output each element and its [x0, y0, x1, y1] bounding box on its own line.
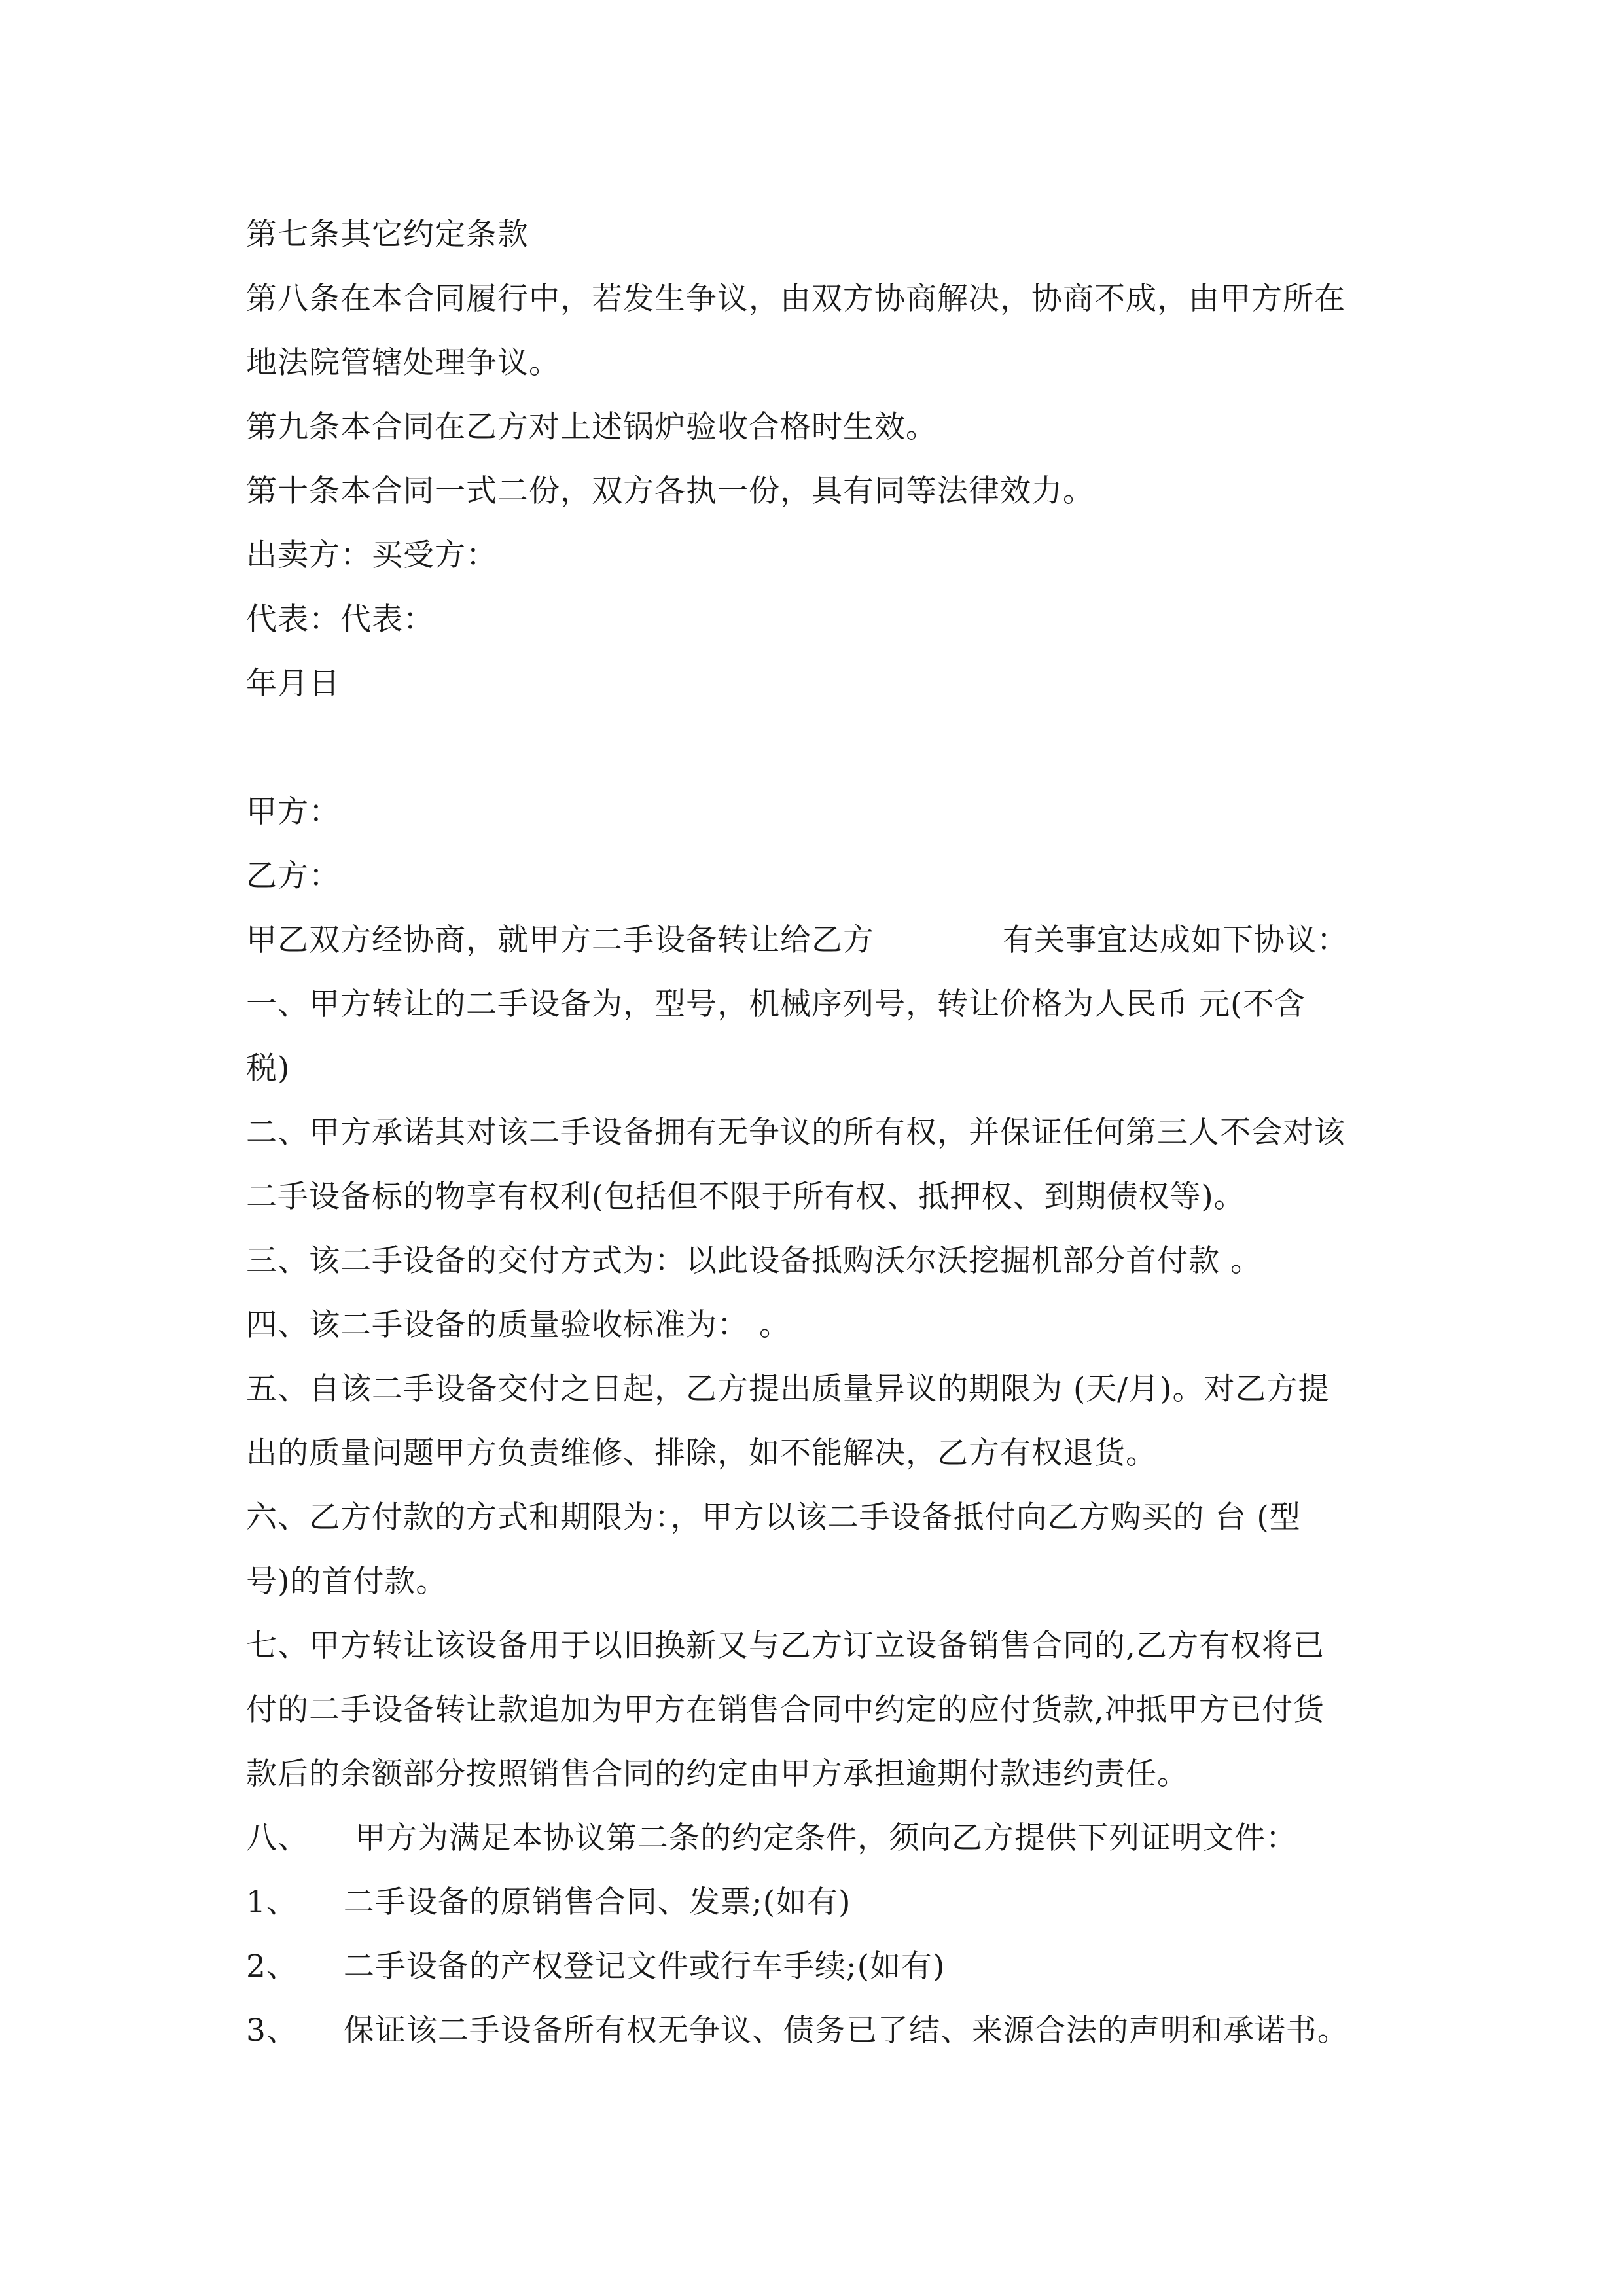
- clause-2-line-2: 二手设备标的物享有权利(包括但不限于所有权、抵押权、到期债权等)。: [246, 1179, 1245, 1215]
- signature-parties: 出卖方：买受方：: [246, 537, 497, 573]
- clause-7-line-2: 付的二手设备转让款追加为甲方在销售合同中约定的应付货款,冲抵甲方已付货: [246, 1692, 1325, 1728]
- clause-7-line-1: 七、甲方转让该设备用于以旧换新又与乙方订立设备销售合同的,乙方有权将已: [246, 1628, 1325, 1664]
- document-item-3-number: 3、: [246, 2013, 298, 2049]
- agreement-intro: [246, 908, 1385, 973]
- document-item-2-text: 二手设备的产权登记文件或行车手续;(如有): [343, 1948, 946, 1984]
- document-item-3-text: 保证该二手设备所有权无争议、债务已了结、来源合法的声明和承诺书。: [343, 2013, 1349, 2049]
- document-item-1: [246, 1871, 1385, 1935]
- clause-3: 三、该二手设备的交付方式为：以此设备抵购沃尔沃挖掘机部分首付款 。: [246, 1243, 1262, 1279]
- signature-representatives: 代表：代表：: [246, 601, 435, 637]
- clause-4: 四、该二手设备的质量验收标准为： 。: [246, 1307, 791, 1343]
- clause-8-text: 甲方为满足本协议第二条的约定条件，须向乙方提供下列证明文件：: [355, 1820, 1297, 1856]
- signature-date: 年月日: [246, 666, 340, 702]
- document-item-3: [246, 1999, 1385, 2063]
- document-item-2-number: 2、: [246, 1948, 298, 1984]
- document-item-2: [246, 1935, 1385, 1999]
- clause-6-line-2: 号)的首付款。: [246, 1564, 448, 1600]
- clause-8-number: 八、: [246, 1820, 309, 1856]
- article-9: 第九条本合同在乙方对上述锅炉验收合格时生效。: [246, 409, 937, 445]
- clause-1-line-1: 一、甲方转让的二手设备为，型号，机械序列号，转让价格为人民币 元(不含: [246, 986, 1306, 1022]
- article-8-line-1: 第八条在本合同履行中，若发生争议，由双方协商解决，协商不成，由甲方所在: [246, 281, 1346, 317]
- document-body: [246, 203, 1385, 2063]
- article-10: 第十条本合同一式二份，双方各执一份，具有同等法律效力。: [246, 473, 1094, 509]
- section-gap: [246, 716, 1385, 780]
- clause-2-line-1: 二、甲方承诺其对该二手设备拥有无争议的所有权，并保证任何第三人不会对该: [246, 1115, 1346, 1151]
- clause-5-line-1: 五、自该二手设备交付之日起，乙方提出质量异议的期限为 (天/月)。对乙方提: [246, 1371, 1330, 1407]
- clause-8: [246, 1806, 1385, 1871]
- article-8-line-2: 地法院管辖处理争议。: [246, 345, 560, 381]
- document-item-1-number: 1、: [246, 1884, 298, 1920]
- document-item-1-text: 二手设备的原销售合同、发票;(如有): [343, 1884, 851, 1920]
- clause-1-line-2: 税): [246, 1050, 291, 1086]
- clause-5-line-2: 出的质量问题甲方负责维修、排除，如不能解决，乙方有权退货。: [246, 1435, 1157, 1471]
- agreement-intro-part-2: 有关事宜达成如下协议：: [1003, 922, 1348, 958]
- party-b-label: 乙方：: [246, 858, 340, 894]
- clause-6-line-1: 六、乙方付款的方式和期限为：，甲方以该二手设备抵付向乙方购买的 台 (型: [246, 1499, 1301, 1535]
- article-7: 第七条其它约定条款: [246, 217, 529, 253]
- party-a-label: 甲方：: [246, 794, 340, 830]
- agreement-intro-part-1: 甲乙双方经协商，就甲方二手设备转让给乙方: [246, 922, 874, 958]
- clause-7-line-3: 款后的余额部分按照销售合同的约定由甲方承担逾期付款违约责任。: [246, 1756, 1188, 1792]
